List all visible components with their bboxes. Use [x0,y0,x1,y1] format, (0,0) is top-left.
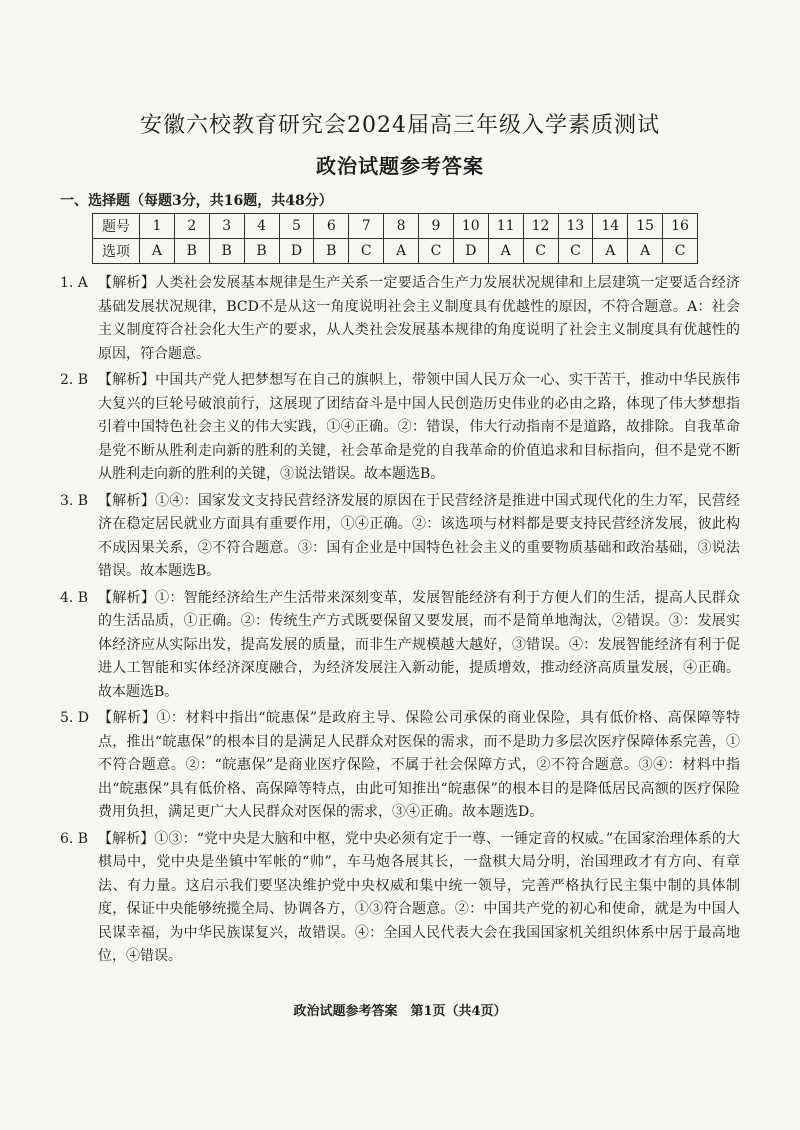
item-explanation: 【解析】①：智能经济给生产生活带来深刻变革，发展智能经济有利于方便人们的生活，提高人民群众的生活品质，①正确。②：传统生产方式既要保留又要发展，而不是简单地淘汰，②错误。③：发展实体经济应从实际出发，提高发展的质量，而非生产规模越大越好，③错误。④：发展智能经济有利于促进人工智能和实体经济深度融合，为经济发展注入新动能，提质增效，推动经济高质量发展，④正确。故本题选B。 [98,589,740,700]
item-explanation: 【解析】中国共产党人把梦想写在自己的旗帜上，带领中国人民万众一心、实干苦干，推动中华民族伟大复兴的巨轮号破浪前行，这展现了团结奋斗是中国人民创造历史伟业的必由之路，体现了伟大梦想指引着中国特色社会主义的伟大实践，①④正确。②：错误，伟大行动指南不是道路，故排除。自我革命是党不断从胜利走向新的胜利的关键，社会革命是党的自我革命的价值追求和目标指向，但不是党不断从胜利走向新的胜利的关键，③说法错误。故本题选B。 [98,372,740,482]
question-number-cell: 15 [628,214,663,239]
answer-cell: C [663,239,698,264]
question-number-cell: 16 [663,214,698,239]
answer-cell: A [488,239,523,264]
page-subtitle: 政治试题参考答案 [316,154,484,178]
item-number: 2. B [60,372,89,388]
question-number-cell: 4 [244,214,279,239]
item-number: 4. B [60,589,89,606]
explanation-item [60,490,740,584]
answer-table-number-row [93,214,698,239]
answer-cell: C [558,239,593,264]
question-number-cell: 11 [488,214,523,239]
answer-cell: C [523,239,558,264]
question-number-cell: 8 [384,214,419,239]
question-number-cell: 2 [174,214,209,239]
answer-cell: C [349,239,384,264]
answer-cell: D [279,239,314,264]
explanation-item [60,828,740,969]
explanation-list [60,272,740,972]
question-number-cell: 3 [209,214,244,239]
item-number: 5. D [60,710,90,726]
question-number-cell: 5 [279,214,314,239]
question-number-cell: 1 [140,214,175,239]
question-number-cell: 9 [419,214,454,239]
item-number: 1. A [60,275,88,291]
question-number-cell: 14 [593,214,628,239]
answer-cell: B [244,239,279,264]
question-number-cell: 6 [314,214,349,239]
item-explanation: 【解析】①：材料中指出“皖惠保”是政府主导、保险公司承保的商业保险，具有低价格、高保障等特点，推出“皖惠保”的根本目的是满足人民群众对医保的需求，而不是助力多层次医疗保障体系完善，①不符合题意。②：“皖惠保”是商业医疗保险，不属于社会保障方式，②不符合题意。③④：材料中指出“皖惠保”具有低价格、高保障等特点，由此可知推出“皖惠保”的根本目的是降低居民高额的医疗保险费用负担，满足更广大人民群众对医保的需求，③④正确。故本题选D。 [98,710,740,820]
answer-cell: A [384,239,419,264]
explanation-item [60,369,740,487]
page-title: 安徽六校教育研究会2024届高三年级入学素质测试 [140,113,660,138]
row-label-number: 题号 [93,214,140,239]
row-label-answer: 选项 [93,239,140,264]
explanation-item [60,587,740,705]
item-number: 6. B [60,830,89,847]
question-number-cell: 13 [558,214,593,239]
question-number-cell: 10 [453,214,488,239]
answer-table [92,213,698,264]
item-explanation: 【解析】①④：国家发文支持民营经济发展的原因在于民营经济是推进中国式现代化的生力军，民营经济在稳定居民就业方面具有重要作用，①④正确。②：该选项与材料都是要支持民营经济发展，彼此构不成因果关系，②不符合题意。③：国有企业是中国特色社会主义的重要物质基础和政治基础，③说法错误。故本题选B。 [98,492,740,579]
answer-cell: B [314,239,349,264]
answer-cell: B [174,239,209,264]
item-explanation: 【解析】人类社会发展基本规律是生产关系一定要适合生产力发展状况规律和上层建筑一定要适合经济基础发展状况规律，BCD不是从这一角度说明社会主义制度具有优越性的原因，不符合题意。A：社会主义制度符合社会化大生产的要求，从人类社会发展基本规律的角度说明了社会主义制度具有优越性的原因，符合题意。 [98,275,740,362]
answer-cell: A [593,239,628,264]
explanation-item [60,272,740,366]
item-number: 3. B [60,492,89,509]
answer-cell: A [628,239,663,264]
question-number-cell: 12 [523,214,558,239]
question-number-cell: 7 [349,214,384,239]
answer-cell: D [453,239,488,264]
item-explanation: 【解析】①③：“党中央是大脑和中枢，党中央必须有定于一尊、一锤定音的权威。”在国家治理体系的大棋局中，党中央是坐镇中军帐的“帅”，车马炮各展其长，一盘棋大局分明，治国理政才有方向、有章法、有力量。这启示我们要坚决维护党中央权威和集中统一领导，完善严格执行民主集中制的具体制度，保证中央能够统揽全局、协调各方，①③符合题意。②：中国共产党的初心和使命，就是为中国人民谋幸福，为中华民族谋复兴，故错误。④：全国人民代表大会在我国国家机关组织体系中居于最高地位，④错误。 [98,830,740,964]
section-heading: 一、选择题（每题3分，共16题，共48分） [60,193,333,209]
answer-cell: C [419,239,454,264]
answer-cell: B [209,239,244,264]
answer-table-answer-row [93,239,698,264]
answer-cell: A [140,239,175,264]
page-footer: 政治试题参考答案 第1页（共4页） [293,1004,507,1019]
explanation-item [60,707,740,825]
